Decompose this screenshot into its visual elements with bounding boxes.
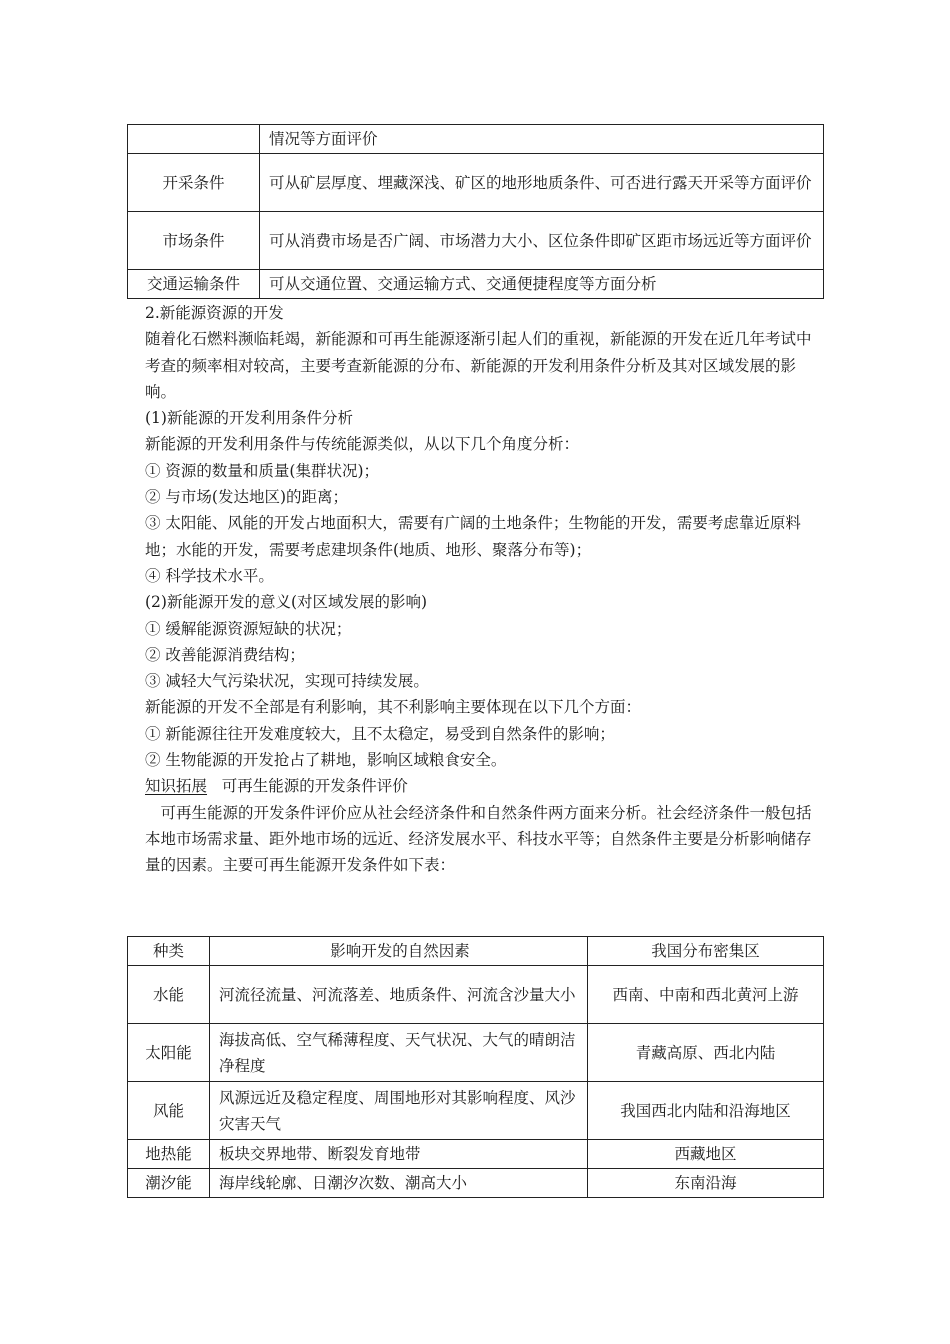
table-header-cell: 我国分布密集区 (588, 937, 824, 966)
table-cell-factors: 风源远近及稳定程度、周围地形对其影响程度、风沙灾害天气 (210, 1082, 588, 1140)
table-row (128, 966, 824, 1024)
table-cell-area: 西藏地区 (588, 1140, 824, 1169)
subsection-2-title: (2)新能源开发的意义(对区域发展的影响) (145, 593, 428, 612)
table-header-cell: 种类 (128, 937, 210, 966)
table-cell-factors: 海岸线轮廓、日潮汐次数、潮高大小 (210, 1169, 588, 1198)
list-item: ① 新能源往往开发难度较大，且不太稳定，易受到自然条件的影响； (145, 724, 615, 743)
table-cell-area: 西南、中南和西北黄河上游 (588, 966, 824, 1024)
renewable-energy-table (127, 936, 824, 1198)
table-row (128, 1140, 824, 1169)
list-item: ③ 减轻大气污染状况，实现可持续发展。 (145, 672, 429, 691)
table-cell-label: 开采条件 (128, 154, 260, 212)
table-header-cell: 影响开发的自然因素 (210, 937, 588, 966)
table-cell-text: 可从矿层厚度、埋藏深浅、矿区的地形地质条件、可否进行露天开采等方面评价 (260, 154, 824, 212)
table-cell-factors: 海拔高低、空气稀薄程度、天气状况、大气的晴朗洁净程度 (210, 1024, 588, 1082)
mining-conditions-table (127, 124, 824, 299)
table-cell-text: 情况等方面评价 (260, 125, 824, 154)
table-cell-area: 东南沿海 (588, 1169, 824, 1198)
table-cell-type: 地热能 (128, 1140, 210, 1169)
section-body (145, 300, 815, 879)
section-heading: 2.新能源资源的开发 (145, 304, 284, 322)
table-cell-type: 太阳能 (128, 1024, 210, 1082)
table-cell-text: 可从消费市场是否广阔、市场潜力大小、区位条件即矿区距市场远近等方面评价 (260, 212, 824, 270)
table-row (128, 270, 824, 299)
table-cell-factors: 板块交界地带、断裂发育地带 (210, 1140, 588, 1169)
subsection-1-lead: 新能源的开发利用条件与传统能源类似，从以下几个角度分析： (145, 435, 580, 454)
extension-paragraph: 可再生能源的开发条件评价应从社会经济条件和自然条件两方面来分析。社会经济条件一般包括本地市场需求量、距外地市场的远近、经济发展水平、科技水平等；自然条件主要是分析影响储存量的因素。主要可再生能源开发条件如下表： (145, 803, 812, 875)
table-cell-type: 水能 (128, 966, 210, 1024)
extension-title: 可再生能源的开发条件评价 (221, 777, 408, 796)
table-row (128, 154, 824, 212)
table-row (128, 1082, 824, 1140)
negative-impacts-lead: 新能源的开发不全部是有利影响，其不利影响主要体现在以下几个方面： (145, 698, 642, 717)
table-cell-factors: 河流径流量、河流落差、地质条件、河流含沙量大小 (210, 966, 588, 1024)
list-item: ② 与市场(发达地区)的距离； (145, 488, 349, 507)
table-row (128, 125, 824, 154)
table-cell-type: 风能 (128, 1082, 210, 1140)
list-item: ① 资源的数量和质量(集群状况)； (145, 461, 380, 480)
table-cell-type: 潮汐能 (128, 1169, 210, 1198)
list-item: ④ 科学技术水平。 (145, 566, 274, 585)
table-row (128, 1024, 824, 1082)
table-cell-label: 交通运输条件 (128, 270, 260, 299)
table-header-row (128, 937, 824, 966)
list-item: ② 改善能源消费结构； (145, 645, 305, 664)
intro-paragraph: 随着化石燃料濒临耗竭，新能源和可再生能源逐渐引起人们的重视，新能源的开发在近几年考试中考查的频率相对较高，主要考查新能源的分布、新能源的开发利用条件分析及其对区域发展的影响。 (145, 330, 812, 401)
table-cell-label: 市场条件 (128, 212, 260, 270)
extension-label: 知识拓展 (145, 777, 208, 796)
extension-heading (145, 773, 815, 799)
table-row (128, 1169, 824, 1198)
list-item: ② 生物能源的开发抢占了耕地，影响区域粮食安全。 (145, 751, 507, 770)
table-cell-text: 可从交通位置、交通运输方式、交通便捷程度等方面分析 (260, 270, 824, 299)
table-cell-label (128, 125, 260, 154)
list-item: ③ 太阳能、风能的开发占地面积大，需要有广阔的土地条件；生物能的开发，需要考虑靠近原料地；水能的开发，需要考虑建坝条件(地质、地形、聚落分布等)； (145, 514, 801, 559)
list-item: ① 缓解能源资源短缺的状况； (145, 619, 352, 638)
table-row (128, 212, 824, 270)
table-cell-area: 青藏高原、西北内陆 (588, 1024, 824, 1082)
table-cell-area: 我国西北内陆和沿海地区 (588, 1082, 824, 1140)
subsection-1-title: (1)新能源的开发利用条件分析 (145, 409, 353, 428)
